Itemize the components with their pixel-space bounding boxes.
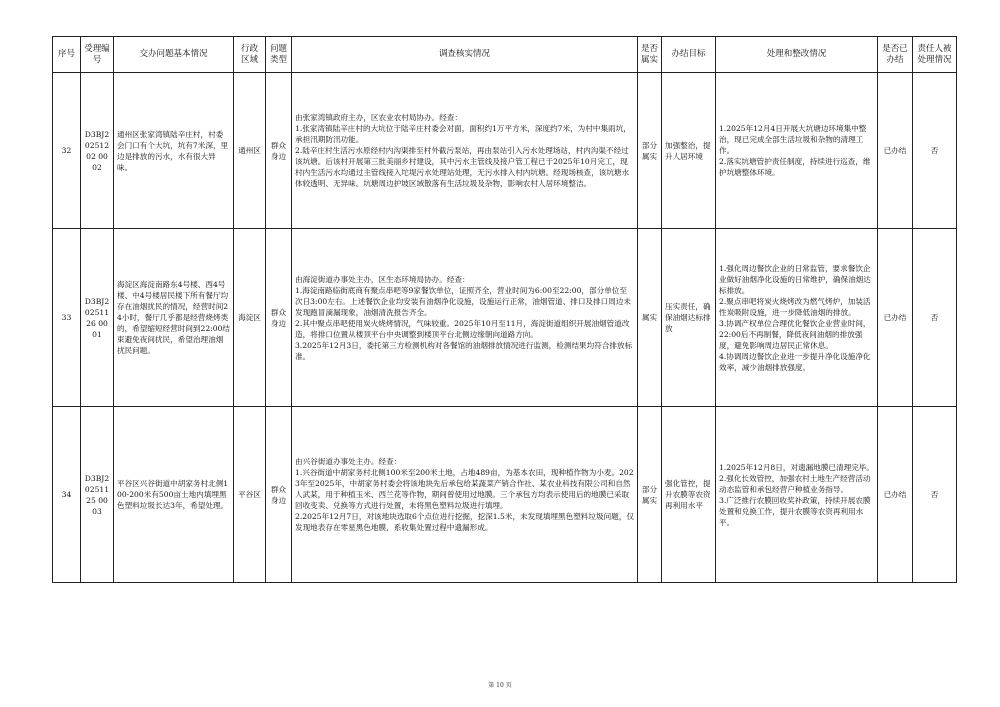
row-investigation: 由海淀街道办事处主办，区生态环境局协办。经查： 1.海淀南路临街底商有聚点串吧等9家餐饮单位，证照齐全，营业时间为6:00至22:00，部分单位至次日3:00左右。上述餐饮企业均安装有油烟净化设施，设施运行正常，油烟管道、排口及排口周边未发现跑冒滴漏现象，油烟清洗报告齐全。 2.其中聚点串吧使用炭火烧烤情况，气味较重。2025年10月至11月，海淀街道组织开展油烟管道改造，将排口位置从楼顶平台中央调整到楼顶平台北侧边缘朝向道路方向。 3.2025年12月3日，委托第三方检测机构对各餐馆的油烟排放情况进行监测，检测结果均符合排放标准。 [292, 229, 638, 407]
header-seq: 序号 [53, 37, 81, 73]
header-punished: 责任人被处理情况 [913, 37, 957, 73]
row-handling: 1.2025年12月4日开展大坑塘边环境集中整治，现已完成全部生活垃圾和杂物的清理工作。 2.落实坑塘管护责任制度，持续进行巡查，维护坑塘整体环境。 [716, 73, 878, 229]
row-is-true: 属实 [638, 229, 662, 407]
row-goal: 强化管控，提升农膜等农资再利用水平 [662, 407, 716, 583]
row-done: 已办结 [878, 407, 913, 583]
row-district: 通州区 [234, 73, 266, 229]
row-investigation: 由兴谷街道办事处主办。经查： 1.兴谷街道中胡家务村北侧100米至200米土地，占地489亩，为基本农田，现种植作物为小麦。2023年至2025年，中胡家务村委会将该地块先后承包给某蔬菜产销合作社、某农业科技有限公司和自然人武某，用于种植玉米、西兰花等作物，期间曾使用过地膜。三个承包方均表示使用后的地膜已采取回收变卖、兑换等方式进行处置，未将黑色塑料垃圾进行填埋。 2.2025年12月7日，对该地块选取6个点位进行挖掘，挖深1.5米，未发现填埋黑色塑料垃圾问题，仅发现地表存在零星黑色地膜，系收集处置过程中遗漏形成。 [292, 407, 638, 583]
row-district: 海淀区 [234, 229, 266, 407]
header-district: 行政区域 [234, 37, 266, 73]
row-id: D3BJ20251126 0001 [81, 229, 114, 407]
header-is-true: 是否属实 [638, 37, 662, 73]
row-type: 群众身边 [266, 407, 292, 583]
header-id: 受理编号 [81, 37, 114, 73]
page-number: 第 10 页 [488, 682, 512, 689]
row-is-true: 部分属实 [638, 407, 662, 583]
row-problem: 平谷区兴谷街道中胡家务村北侧100-200米有500亩土地内填埋黑色塑料垃圾长达3年，希望处理。 [114, 407, 234, 583]
row-punished: 否 [913, 229, 957, 407]
header-investigation: 调查核实情况 [292, 37, 638, 73]
row-seq: 32 [53, 73, 81, 229]
row-problem: 通州区张家湾镇陆辛庄村，村委会门口有个大坑，坑有7米深，里边是排放的污水，水有很大异味。 [114, 73, 234, 229]
row-handling: 1.强化周边餐饮企业的日常监管，要求餐饮企业做好油烟净化设施的日常维护，确保油烟达标排放。 2.聚点串吧将炭火烧烤改为燃气烤炉，加装活性炭吸附设施，进一步降低油烟的排放。 3.协调产权单位合理优化餐饮企业营业时间，22:00后不再制餐，降低夜间油烟的排放强度，避免影响周边居民正常休息。 4.协调周边餐饮企业进一步提升净化设施净化效率，减少油烟排放强度。 [716, 229, 878, 407]
header-handling: 处理和整改情况 [716, 37, 878, 73]
row-id: D3BJ20251125 0003 [81, 407, 114, 583]
table-row [53, 229, 957, 407]
row-punished: 否 [913, 407, 957, 583]
row-problem: 海淀区海淀南路东4号楼、西4号楼、中4号楼居民楼下所有餐厅均存在油烟扰民的情况，经营时间24小时，餐厅几乎都是经营烧烤类的，希望缩短经营时间到22:00结束避免夜间扰民，希望治理油烟扰民问题。 [114, 229, 234, 407]
header-goal: 办结目标 [662, 37, 716, 73]
row-seq: 34 [53, 407, 81, 583]
header-done: 是否已办结 [878, 37, 913, 73]
row-done: 已办结 [878, 73, 913, 229]
row-seq: 33 [53, 229, 81, 407]
row-goal: 压实责任，确保油烟达标排放 [662, 229, 716, 407]
row-goal: 加强整治，提升人居环境 [662, 73, 716, 229]
row-done: 已办结 [878, 229, 913, 407]
header-type: 问题类型 [266, 37, 292, 73]
complaint-table [52, 36, 957, 583]
table-header-row [53, 37, 957, 73]
header-problem: 交办问题基本情况 [114, 37, 234, 73]
row-investigation: 由张家湾镇政府主办，区农业农村局协办。经查： 1.张家湾镇陆辛庄村的大坑位于陆辛庄村委会对面，面积约1万平方米，深度约7米，为村中集雨坑，承担汛期防汛功能。 2.陆辛庄村生活污水原经村内沟渠排至村外截污泵站，再由泵站引入污水处理场站，村内沟渠不经过该坑塘。后该村开展第三批美丽乡村建设，其中污水主管线及接户管工程已于2025年10月完工，现村内生活污水均通过主管线接入坨堤污水处理站处理，无污水排入村内坑塘。经现场核查，该坑塘水体较透明、无异味。坑塘周边护坡区域散落有生活垃圾及杂物，影响农村人居环境整洁。 [292, 73, 638, 229]
table-row [53, 73, 957, 229]
row-type: 群众身边 [266, 229, 292, 407]
row-is-true: 部分属实 [638, 73, 662, 229]
row-handling: 1.2025年12月8日，对遗漏地膜已清理完毕。 2.强化长效管控，加强农村土地生产经营活动动态监管和承包经营户种植业务指导。 3.广泛推行农膜回收奖补政策，持续开展农膜处置和兑换工作，提升农膜等农资再利用水平。 [716, 407, 878, 583]
row-id: D3BJ20251202 0002 [81, 73, 114, 229]
row-type: 群众身边 [266, 73, 292, 229]
table-row [53, 407, 957, 583]
row-punished: 否 [913, 73, 957, 229]
row-district: 平谷区 [234, 407, 266, 583]
